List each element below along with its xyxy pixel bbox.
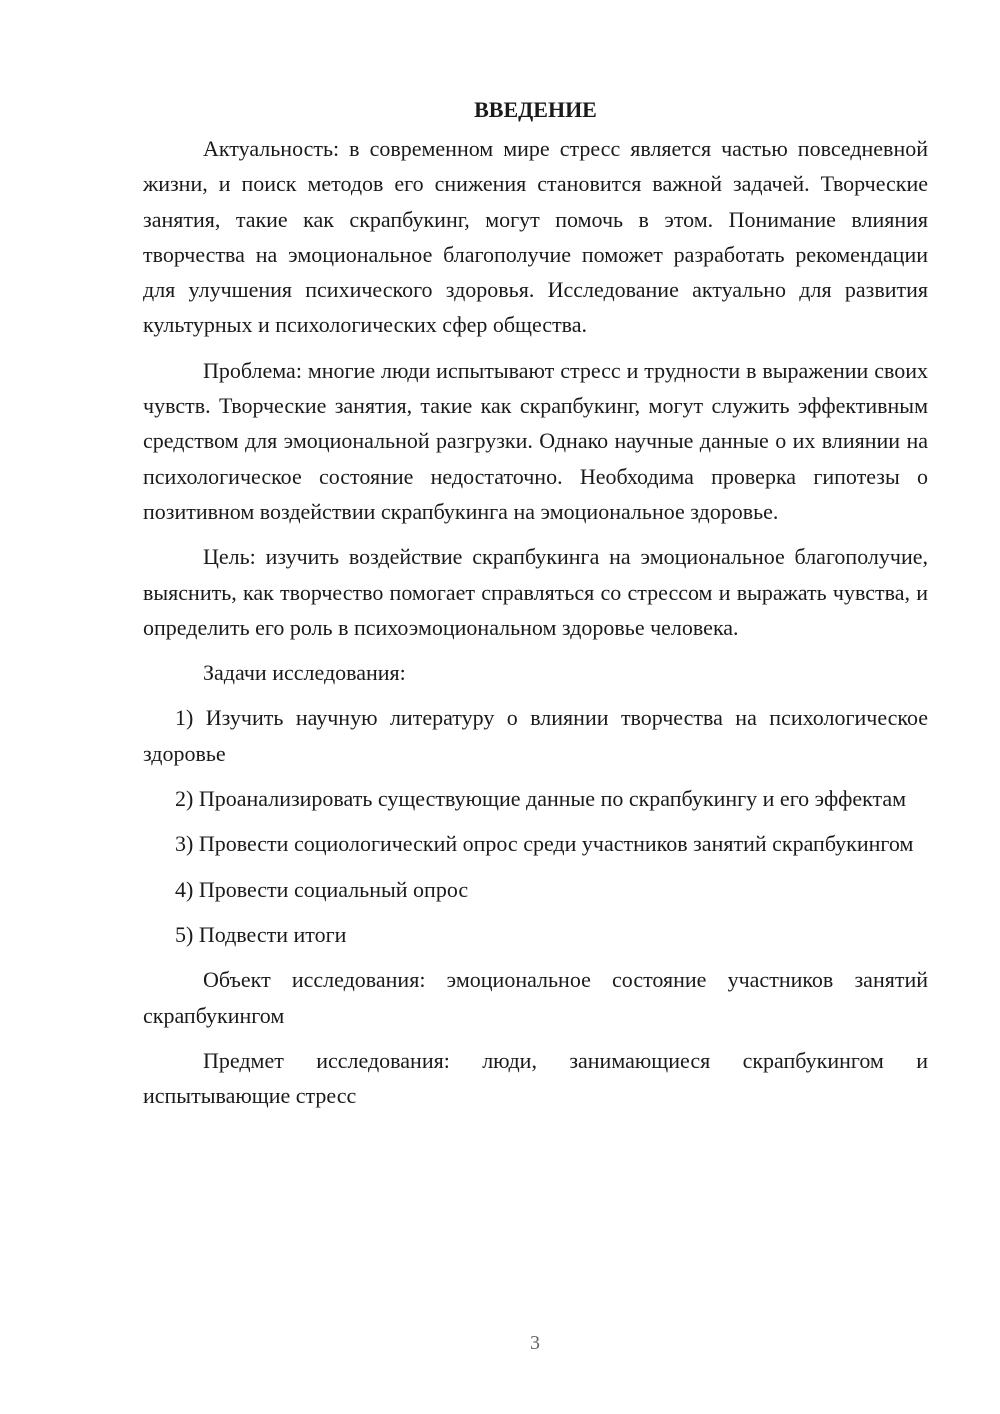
page-title: ВВЕДЕНИЕ (474, 97, 597, 122)
task-item-4: 4) Провести социальный опрос (175, 876, 469, 902)
task-item-2: 2) Проанализировать существующие данные по скрапбукингу и его эффектам (175, 786, 907, 812)
paragraph-problem: Проблема: многие люди испытывают стресс и трудности в выражении своих чувств. Творческие занятия, такие как скрапбукинг, могут служить эффективным средством для эмоциональной разгрузки. Однако научные данные о их влиянии на психологическое состояние недостаточно. Необходима проверка гипотезы о позитивном воздействии скрапбукинга на эмоциональное здоровье. (143, 357, 928, 524)
task-item-1: 1) Изучить научную литературу о влиянии творчества на психологическое здоровье (143, 705, 928, 766)
tasks-heading: Задачи исследования: (203, 660, 406, 686)
paragraph-subject: Предмет исследования: люди, занимающиеся скрапбукингом и испытывающие стресс (143, 1047, 928, 1109)
task-item-3: 3) Провести социологический опрос среди участников занятий скрапбукингом (175, 831, 914, 857)
task-item-5: 5) Подвести итоги (175, 921, 347, 947)
paragraph-relevance: Актуальность: в современном мире стресс является частью повседневной жизни, и поиск методов его снижения становится важной задачей. Творческие занятия, такие как скрапбукинг, могут помочь в этом. Понимание влияния творчества на эмоциональное благополучие поможет разработать рекомендации для улучшения психического здоровья. Исследование актуально для развития культурных и психологических сфер общества. (143, 136, 928, 338)
page-number: 3 (530, 1332, 540, 1354)
document-page (143, 92, 928, 1123)
paragraph-goal: Цель: изучить воздействие скрапбукинга на эмоциональное благополучие, выяснить, как творчество помогает справляться со стрессом и выражать чувства, и определить его роль в психоэмоциональном здоровье человека. (143, 544, 928, 640)
paragraph-object: Объект исследования: эмоциональное состояние участников занятий скрапбукингом (143, 967, 928, 1028)
